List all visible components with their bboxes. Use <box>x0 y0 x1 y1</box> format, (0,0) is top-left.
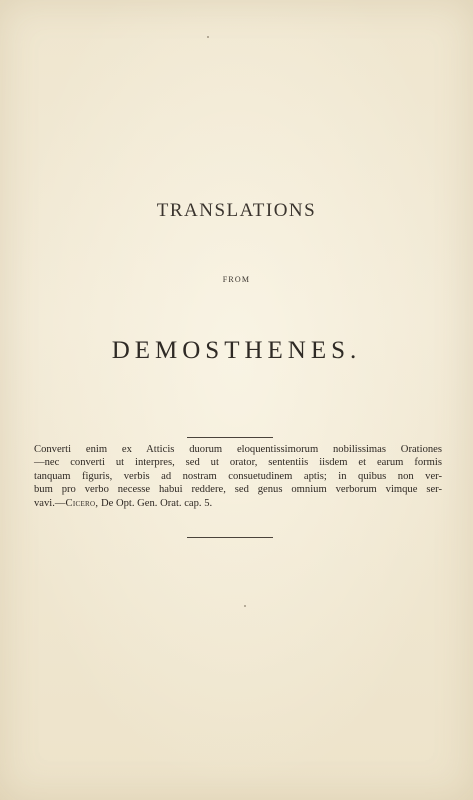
epigraph-attribution-line <box>34 497 442 510</box>
epigraph-line: bum pro verbo necesse habui reddere, sed genus omnium verborum vimque ser- <box>34 484 442 496</box>
epigraph-line: Converti enim ex Atticis duorum eloquentissimorum nobilissimas Orationes <box>34 444 442 455</box>
paper-speck <box>207 36 209 38</box>
epigraph-author: Cicero, <box>65 497 99 509</box>
epigraph-line: —nec converti ut interpres, sed ut orator, sententiis iisdem et earum formis <box>34 457 442 469</box>
title-from: FROM <box>222 275 251 284</box>
title-demosthenes: DEMOSTHENES. <box>111 337 362 364</box>
epigraph-text: vavi.— <box>34 497 66 509</box>
divider-rule-bottom <box>187 537 273 538</box>
epigraph-quote <box>34 443 442 510</box>
paper-speck <box>244 605 246 607</box>
epigraph-source: De Opt. Gen. Orat. cap. 5. <box>98 497 213 509</box>
epigraph-line: tanquam figuris, verbis ad nostram consuetudinem aptis; in quibus non ver- <box>34 470 442 482</box>
title-translations: TRANSLATIONS <box>156 200 317 221</box>
divider-rule-top <box>187 437 273 438</box>
